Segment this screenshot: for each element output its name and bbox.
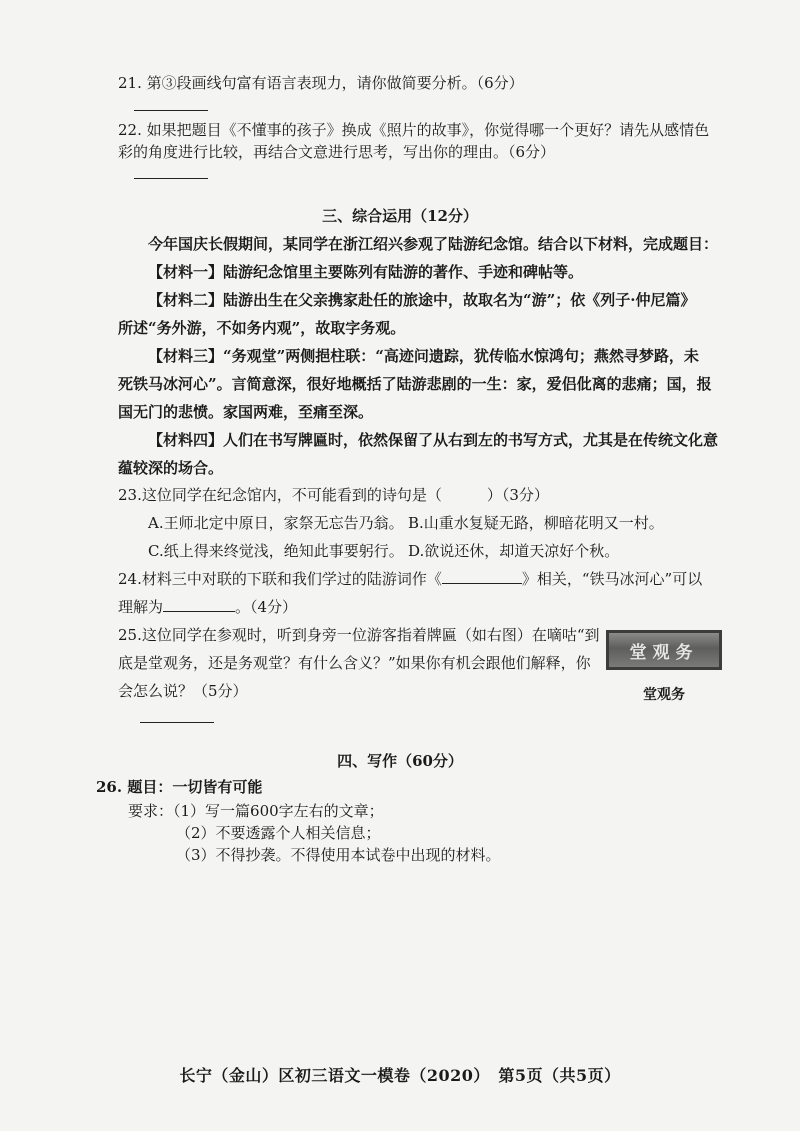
material-3-line3: 国无门的悲愤。家国两难，至痛至深。 xyxy=(118,403,374,421)
requirement-3: （3）不得抄袭。不得使用本试卷中出现的材料。 xyxy=(176,846,501,864)
answer-blank-24b xyxy=(163,597,235,612)
page-footer: 长宁（金山）区初三语文一模卷（2020） 第5页（共5页） xyxy=(179,1066,621,1085)
question-26-title: 26. 题目：一切皆有可能 xyxy=(96,778,263,796)
material-2-line2: 所述“务外游，不如务内观”，故取字务观。 xyxy=(118,319,406,337)
question-21: 21. 第③段画线句富有语言表现力，请你做简要分析。（6分） xyxy=(118,74,524,92)
plaque-image: 堂观务 xyxy=(606,630,722,670)
question-22-line1: 22. 如果把题目《不懂事的孩子》换成《照片的故事》，你觉得哪一个更好？请先从感情色 xyxy=(118,121,710,139)
question-24-text-b: 》相关，“铁马冰河心”可以 xyxy=(521,570,703,588)
option-a: A.王师北定中原日，家祭无忘告乃翁。 xyxy=(148,514,404,532)
question-22-line2: 彩的角度进行比较，再结合文意进行思考，写出你的理由。（6分） xyxy=(118,143,556,161)
section-3-intro: 今年国庆长假期间，某同学在浙江绍兴参观了陆游纪念馆。结合以下材料，完成题目： xyxy=(148,235,719,253)
question-25-line1: 25.这位同学在参观时，听到身旁一位游客指着牌匾（如右图）在嘀咕“到 xyxy=(118,626,600,644)
question-24-text-d: 。（4分） xyxy=(235,598,298,616)
option-d: D.欲说还休，却道天凉好个秋。 xyxy=(408,542,620,560)
plaque-caption: 堂观务 xyxy=(643,687,685,703)
material-1: 【材料一】陆游纪念馆里主要陈列有陆游的著作、手迹和碑帖等。 xyxy=(148,263,584,281)
material-3-line1: 【材料三】“务观堂”两侧挹柱联：“高迹问遗踪，犹传临水惊鸿句；燕然寻梦路，未 xyxy=(148,347,699,365)
question-24-text-c: 理解为 xyxy=(118,598,164,616)
material-4-line2: 蕴较深的场合。 xyxy=(118,459,224,477)
question-25-line2: 底是堂观务，还是务观堂？有什么含义？”如果你有机会跟他们解释，你 xyxy=(118,654,591,672)
material-3-line2: 死铁马冰河心”。言简意深，很好地概括了陆游悲剧的一生：家，爱侣仳离的悲痛；国，报 xyxy=(118,375,712,393)
question-24-line1 xyxy=(118,569,702,589)
option-c: C.纸上得来终觉浅，绝知此事要躬行。 xyxy=(148,542,404,560)
section-3-title: 三、综合运用（12分） xyxy=(322,207,478,225)
requirement-2: （2）不要透露个人相关信息； xyxy=(176,824,381,842)
answer-blank-24a xyxy=(442,569,522,584)
question-25-line3: 会怎么说？（5分） xyxy=(118,682,248,700)
answer-line-21 xyxy=(134,110,208,111)
material-2-line1: 【材料二】陆游出生在父亲携家赴任的旅途中，故取名为“游”；依《列子·仲尼篇》 xyxy=(148,291,696,309)
section-4-title: 四、写作（60分） xyxy=(337,752,463,770)
question-24-line2 xyxy=(118,597,297,617)
option-b: B.山重水复疑无路，柳暗花明又一村。 xyxy=(408,514,664,532)
answer-line-25 xyxy=(140,722,214,723)
requirement-1: 要求：（1）写一篇600字左右的文章； xyxy=(128,802,384,820)
question-24-text-a: 24.材料三中对联的下联和我们学过的陆游词作《 xyxy=(118,570,442,588)
answer-line-22 xyxy=(134,178,208,179)
question-23-stem: 23.这位同学在纪念馆内，不可能看到的诗句是（ ）（3分） xyxy=(118,486,549,504)
material-4-line1: 【材料四】人们在书写牌匾时，依然保留了从右到左的书写方式，尤其是在传统文化意 xyxy=(148,431,719,449)
